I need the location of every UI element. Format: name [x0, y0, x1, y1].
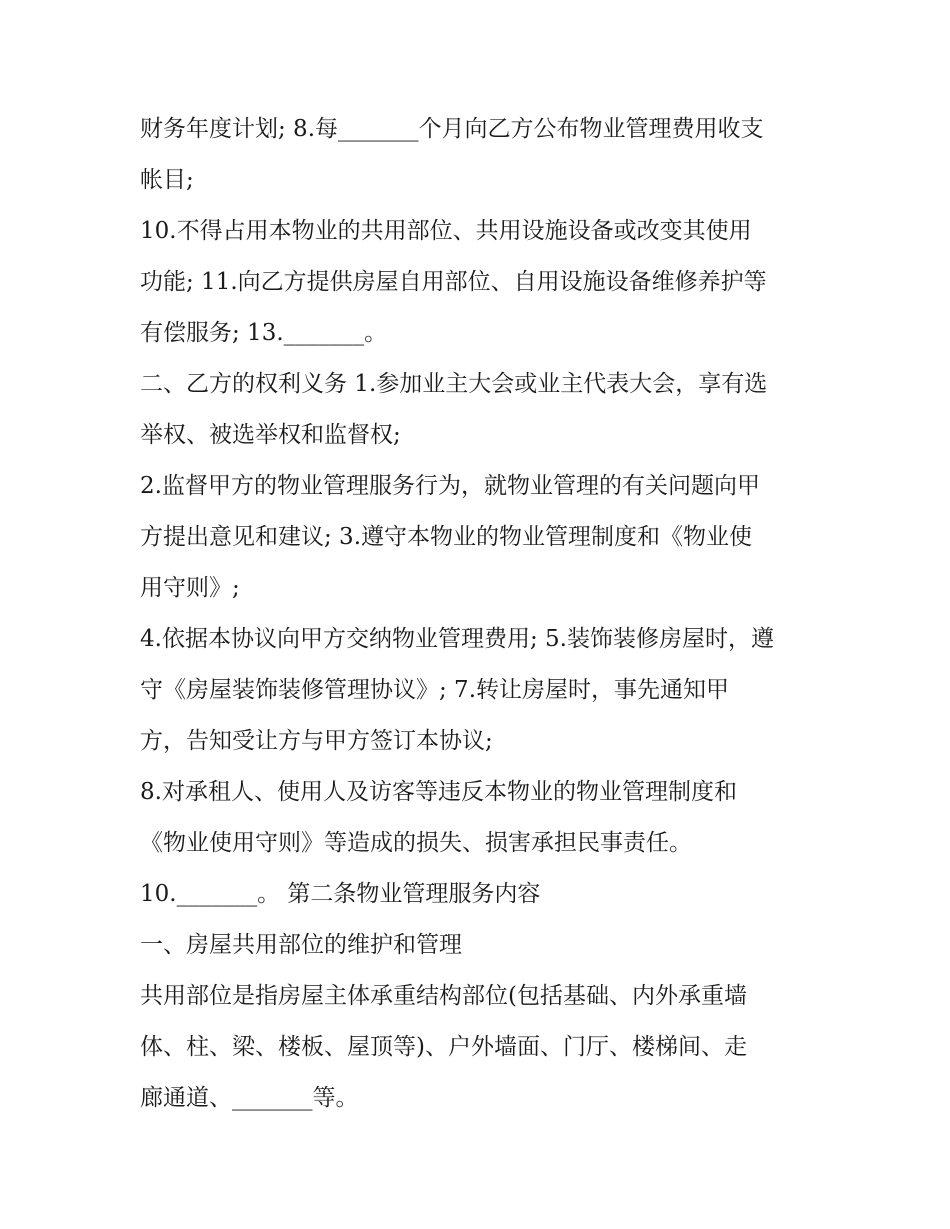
text-line: 体、柱、梁、楼板、屋顶等)、户外墙面、门厅、楼梯间、走	[140, 1034, 747, 1060]
text-line: 有偿服务; 13._______。	[140, 320, 388, 346]
text-line: 10._______。 第二条物业管理服务内容	[140, 881, 541, 907]
text-line: 财务年度计划; 8.每_______个月向乙方公布物业管理费用收支	[140, 116, 764, 142]
text-line: 2.监督甲方的物业管理服务行为，就物业管理的有关问题向甲	[140, 473, 760, 499]
text-line: 方提出意见和建议; 3.遵守本物业的物业管理制度和《物业使	[140, 524, 753, 550]
document-body	[140, 104, 820, 1124]
text-line: 二、乙方的权利义务 1.参加业主大会或业主代表大会，享有选	[140, 371, 768, 397]
text-line: 4.依据本协议向甲方交纳物业管理费用; 5.装饰装修房屋时，遵	[140, 626, 774, 652]
text-line: 方，告知受让方与甲方签订本协议;	[140, 728, 493, 754]
text-line: 一、房屋共用部位的维护和管理	[140, 932, 462, 958]
text-line: 功能; 11.向乙方提供房屋自用部位、自用设施设备维修养护等	[140, 269, 767, 295]
text-line: 廊通道、_______等。	[140, 1085, 359, 1111]
text-line: 共用部位是指房屋主体承重结构部位(包括基础、内外承重墙	[140, 983, 747, 1009]
text-line: 守《房屋装饰装修管理协议》; 7.转让房屋时，事先通知甲	[140, 677, 730, 703]
text-line: 8.对承租人、使用人及访客等违反本物业的物业管理制度和	[140, 779, 737, 805]
text-line: 用守则》;	[140, 575, 240, 601]
text-line: 《物业使用守则》等造成的损失、损害承担民事责任。	[140, 830, 692, 856]
text-line: 10.不得占用本物业的共用部位、共用设施设备或改变其使用	[140, 218, 752, 244]
text-line: 帐目;	[140, 167, 194, 193]
text-line: 举权、被选举权和监督权;	[140, 422, 401, 448]
